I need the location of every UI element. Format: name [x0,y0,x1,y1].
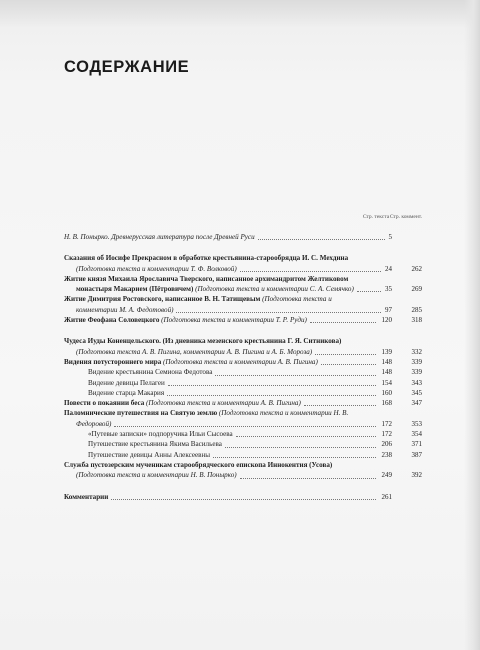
text-page-number: 206 [381,440,392,449]
toc-entry-credits: (Подготовка текста и комментарии А. В. Пигина) [161,357,318,366]
text-page-number: 35 [385,285,392,294]
table-of-contents [64,232,434,502]
toc-subentry[interactable] [64,367,434,377]
dot-leader [213,456,376,458]
toc-entry[interactable] [64,460,434,481]
toc-entry-title: Путешествие девицы Анны Алексеевны [88,450,211,459]
toc-entry-title: Житие Феофана Соловецкого [64,316,160,325]
toc-entry-title: Видение крестьянина Семиона Федотова [88,368,213,377]
toc-subentry[interactable] [64,388,434,398]
toc-subentry[interactable] [64,378,434,388]
text-page-number: 261 [381,492,392,501]
dot-leader [240,270,381,272]
dot-leader [236,435,377,437]
dot-leader [168,384,377,386]
toc-entry-text [64,357,362,367]
text-page-number: 168 [381,399,392,408]
comment-page-number: 332 [411,347,422,356]
comment-page-number: 392 [411,471,422,480]
text-page-number: 154 [381,378,392,387]
text-page-number: 5 [388,233,392,241]
toc-entry-text [88,429,362,439]
toc-subentry[interactable] [64,450,434,460]
column-header-comment-page: Стр. коммент. [389,214,423,220]
toc-entry[interactable] [64,274,434,295]
toc-entry-title: Чудеса Иуды Коненцельского. (Из дневника мезенского крестьянина Г. Я. Ситникова) [64,337,342,346]
toc-entry-text [64,398,362,408]
toc-entry-credits: (Подготовка текста и комментарии Н. В. Понырко) [76,471,237,480]
toc-entry-text [88,367,362,377]
text-page-number: 97 [385,305,392,314]
comment-page-number: 269 [411,285,422,294]
toc-entry[interactable] [64,315,434,325]
toc-entry-title: Видение девицы Пелагеи [88,378,165,387]
toc-entry[interactable] [64,492,434,502]
toc-entry[interactable] [64,357,434,367]
toc-entry-text [64,232,362,242]
toc-entry[interactable] [64,294,434,315]
dot-leader [114,425,376,427]
toc-entry-credits: (Подготовка текста А. В. Пигина, комментарии А. В. Пигина и А. Б. Мороза) [76,347,313,356]
text-page-number: 24 [385,264,392,273]
text-page-number: 172 [381,430,392,439]
comment-page-number: 318 [411,316,422,325]
toc-entry-title: Сказания об Иосифе Прекрасном в обработке крестьянина-старообрядца И. С. Мехдина [64,254,349,263]
toc-entry[interactable] [64,408,434,429]
toc-entry-title: Видения потустороннего мира [64,357,162,366]
toc-entry-text [64,315,362,325]
toc-entry-credits: (Подготовка текста и комментарии М. А. Федотовой) [76,295,332,314]
toc-entry-text [88,439,362,449]
toc-entry-text [64,492,362,502]
comment-page-number: 387 [411,450,422,459]
page-top-shadow [0,0,480,28]
comment-page-number: 354 [411,430,422,439]
dot-leader [240,477,377,479]
dot-leader [167,394,376,396]
comment-page-number: 262 [411,264,422,273]
page-title: СОДЕРЖАНИЕ [64,58,190,76]
toc-entry[interactable] [64,253,434,274]
dot-leader [176,311,380,313]
toc-entry-title: Повести о покаянии беса [64,399,145,408]
comment-page-number: 343 [411,378,422,387]
toc-entry-credits: (Подготовка текста и комментарии Т. Ф. Волковой) [76,264,237,273]
toc-entry-credits: (Подготовка текста и комментарии Т. Р. Руди) [159,316,307,325]
comment-page-number: 345 [411,388,422,397]
toc-entry-title: Паломнические путешествия на Святую землю [64,409,218,418]
text-page-number: 172 [381,419,392,428]
toc-entry-title: Комментарии [64,492,109,501]
toc-entry-text [88,388,362,398]
toc-entry-title: Житие Димитрия Ростовского, написанное В. Н. Татищевым [64,295,261,304]
dot-leader [215,374,376,376]
toc-entry-title: Путешествие крестьянина Якима Васильева [88,440,222,449]
toc-entry-title: «Путевые записки» подпоручика Ильи Сысоева [88,430,233,439]
dot-leader [225,446,377,448]
column-header-text-page: Стр. текста [362,214,390,220]
toc-entry[interactable] [64,398,434,408]
toc-entry-title: Служба пустозерским мученикам старообрядческого епископа Иннокентия (Усова) [64,460,333,469]
text-page-number: 249 [381,471,392,480]
toc-entry-text [64,274,362,295]
toc-subentry[interactable] [64,439,434,449]
toc-subentry[interactable] [64,429,434,439]
toc-entry-title: Житие князя Михаила Ярославича Тверского, написанное архимандритом Желтиковом монастыря Макарием (Пётровичем) [64,274,349,294]
toc-entry-text [88,450,362,460]
comment-page-number: 285 [411,305,422,314]
comment-page-number: 371 [411,440,422,449]
comment-page-number: 339 [411,357,422,366]
text-page-number: 120 [381,316,392,325]
toc-entry-author: Н. В. Понырко. [64,233,110,241]
comment-page-number: 339 [411,368,422,377]
toc-entry-text [88,378,362,388]
toc-entry[interactable] [64,336,434,357]
text-page-number: 160 [381,388,392,397]
page-gutter-shadow [464,0,480,650]
text-page-number: 148 [381,368,392,377]
toc-entry-credits: (Подготовка текста и комментарии С. А. Семячко) [193,285,354,294]
toc-entry-credits: (Подготовка текста и комментарии А. В. Пигина) [144,399,301,408]
dot-leader [111,498,376,500]
comment-page-number: 347 [411,399,422,408]
toc-entry-title: Видение старца Макария [88,388,165,397]
toc-entry-title: Древнерусская литература после Древней Руси [109,233,255,241]
text-page-number: 148 [381,357,392,366]
text-page-number: 238 [381,450,392,459]
toc-intro-entry[interactable] [64,232,434,242]
text-page-number: 139 [381,347,392,356]
comment-page-number: 353 [411,419,422,428]
toc-entry-credits: (Подготовка текста и комментарии Н. В. Федоровой) [76,409,349,428]
